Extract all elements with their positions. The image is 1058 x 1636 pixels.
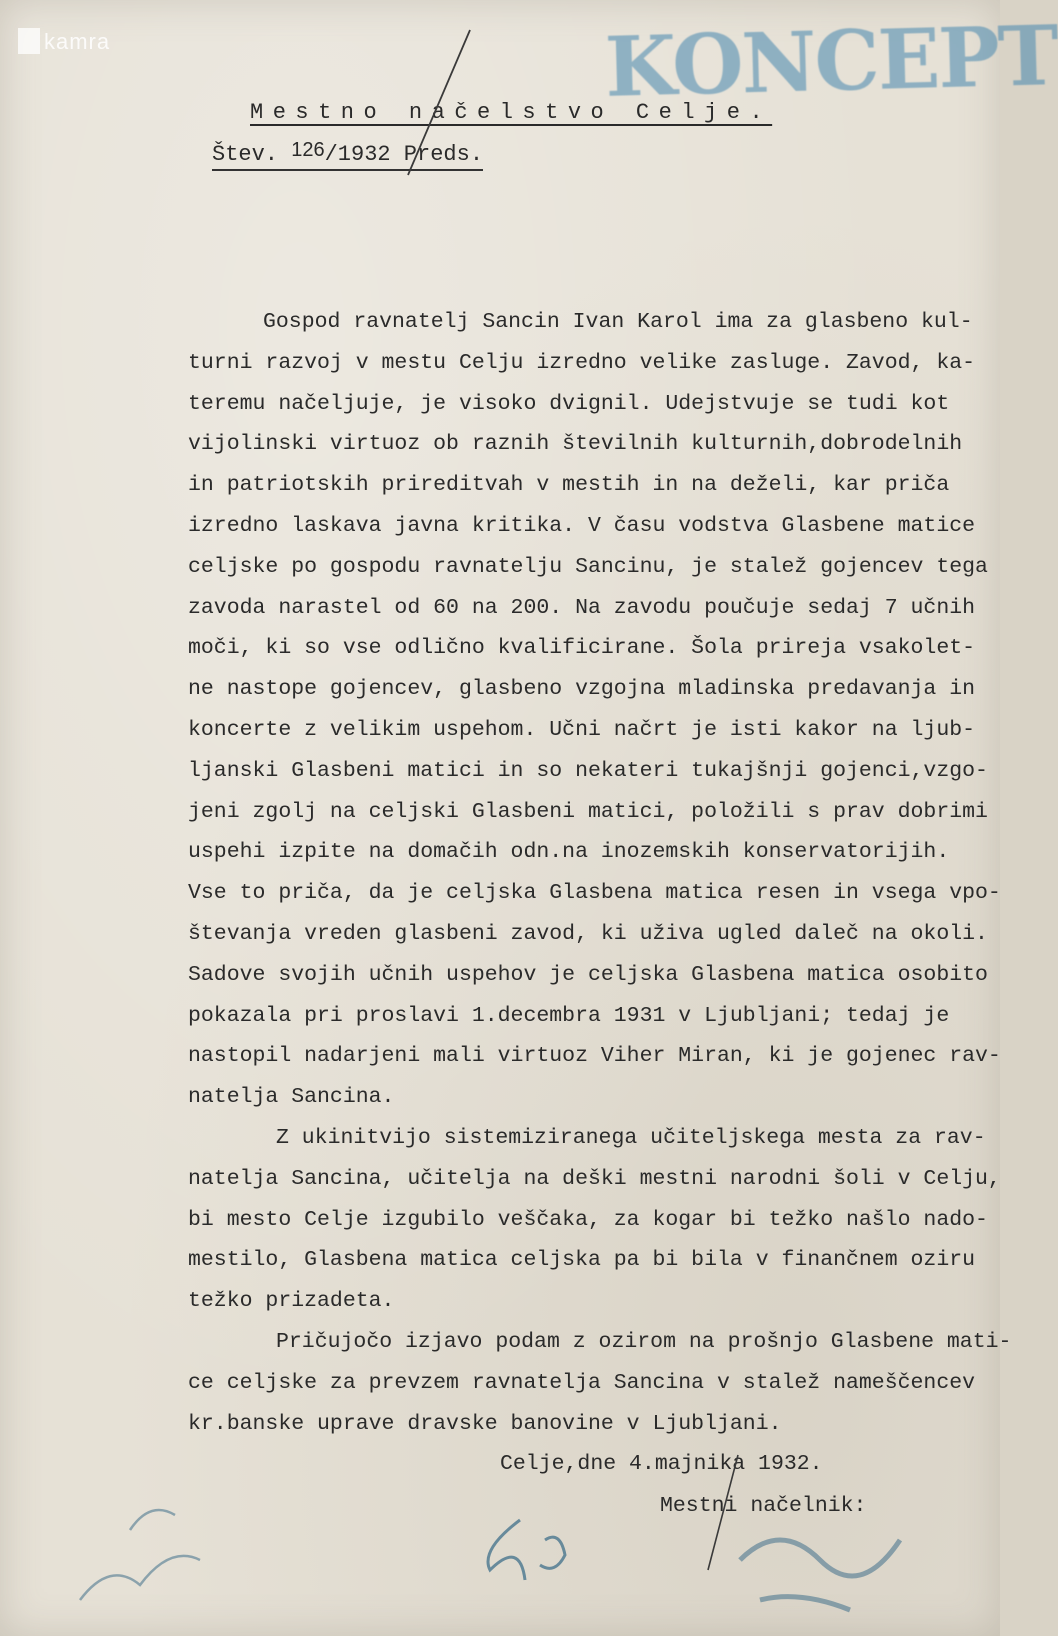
text-line: ce celjske za prevzem ravnatelja Sancina v stalež nameščencev <box>188 1370 976 1395</box>
number-prefix: Štev. <box>212 142 279 167</box>
text-line: pokazala pri proslavi 1.decembra 1931 v Ljubljani; tedaj je <box>188 1003 950 1028</box>
text-line: zavoda narastel od 60 na 200. Na zavodu poučuje sedaj 7 učnih <box>188 595 976 620</box>
text-line: ljanski Glasbeni matici in so nekateri tukajšnji gojenci,vzgo- <box>188 758 988 783</box>
text-line: Z ukinitvijo sistemiziranega učiteljskega mesta za rav- <box>276 1126 986 1150</box>
koncept-stamp: KONCEPT <box>603 8 1058 116</box>
text-line: vijolinski virtuoz ob raznih številnih kulturnih,dobrodelnih <box>188 432 963 457</box>
text-line: nastopil nadarjeni mali virtuoz Viher Miran, ki je gojenec rav- <box>188 1044 1001 1069</box>
text-line: natelja Sancina, učitelja na deški mestni narodni šoli v Celju, <box>188 1166 1001 1191</box>
signature-title: Mestni načelnik: <box>660 1494 867 1518</box>
text-line: števanja vreden glasbeni zavod, ki uživa ugled daleč na okoli. <box>188 921 988 946</box>
text-line: koncerte z velikim uspehom. Učni načrt je isti kakor na ljub- <box>188 717 976 742</box>
text-line: izredno laskava javna kritika. V času vodstva Glasbene matice <box>188 513 976 538</box>
text-line: moči, ki so vse odlično kvalificirane. Šola prireja vsakolet- <box>188 636 976 661</box>
text-line: kr.banske uprave dravske banovine v Ljubljani. <box>188 1411 782 1436</box>
text-line: celjske po gospodu ravnatelju Sancinu, je stalež gojencev tega <box>188 554 988 579</box>
signature-pen-stroke <box>708 1455 738 1570</box>
text-line: ne nastope gojencev, glasbeno vzgojna mladinska predavanja in <box>188 677 976 702</box>
pencil-margin-note <box>80 1510 200 1600</box>
text-line: natelja Sancina. <box>188 1085 395 1110</box>
text-line: uspehi izpite na domačih odn.na inozemskih konservatorijih. <box>188 840 950 865</box>
handwritten-number: 126 <box>291 139 325 161</box>
text-line: in patriotskih prireditvah v mestih in na deželi, kar priča <box>188 473 950 498</box>
pencil-scribble <box>488 1520 565 1580</box>
office-title: Mestno načelstvo Celje. <box>250 100 773 125</box>
text-line: Sadove svojih učnih uspehov je celjska Glasbena matica osobito <box>188 962 988 987</box>
number-suffix: /1932 Preds. <box>324 142 484 167</box>
text-line: težko prizadeta. <box>188 1289 395 1314</box>
text-line: jeni zgolj na celjski Glasbeni matici, položili s prav dobrimi <box>188 799 988 824</box>
text-line: teremu načeljuje, je visoko dvignil. Udejstvuje se tudi kot <box>188 391 950 416</box>
watermark-text: kamra <box>44 29 111 54</box>
pencil-annotation <box>740 1540 900 1610</box>
text-line: Pričujočo izjavo podam z ozirom na prošnjo Glasbene mati- <box>276 1330 1012 1354</box>
text-line: turni razvoj v mestu Celju izredno velike zasluge. Zavod, ka- <box>188 350 976 375</box>
text-line: Gospod ravnatelj Sancin Ivan Karol ima za glasbeno kul- <box>263 310 973 334</box>
text-line: Vse to priča, da je celjska Glasbena matica resen in vsega vpo- <box>188 881 1001 906</box>
text-line: bi mesto Celje izgubilo veščaka, za kogar bi težko našlo nado- <box>188 1207 988 1232</box>
diagonal-pen-stroke <box>408 30 470 175</box>
place-and-date: Celje,dne 4.majnika 1932. <box>500 1452 823 1476</box>
text-line: mestilo, Glasbena matica celjska pa bi bila v finančnem oziru <box>188 1248 976 1273</box>
